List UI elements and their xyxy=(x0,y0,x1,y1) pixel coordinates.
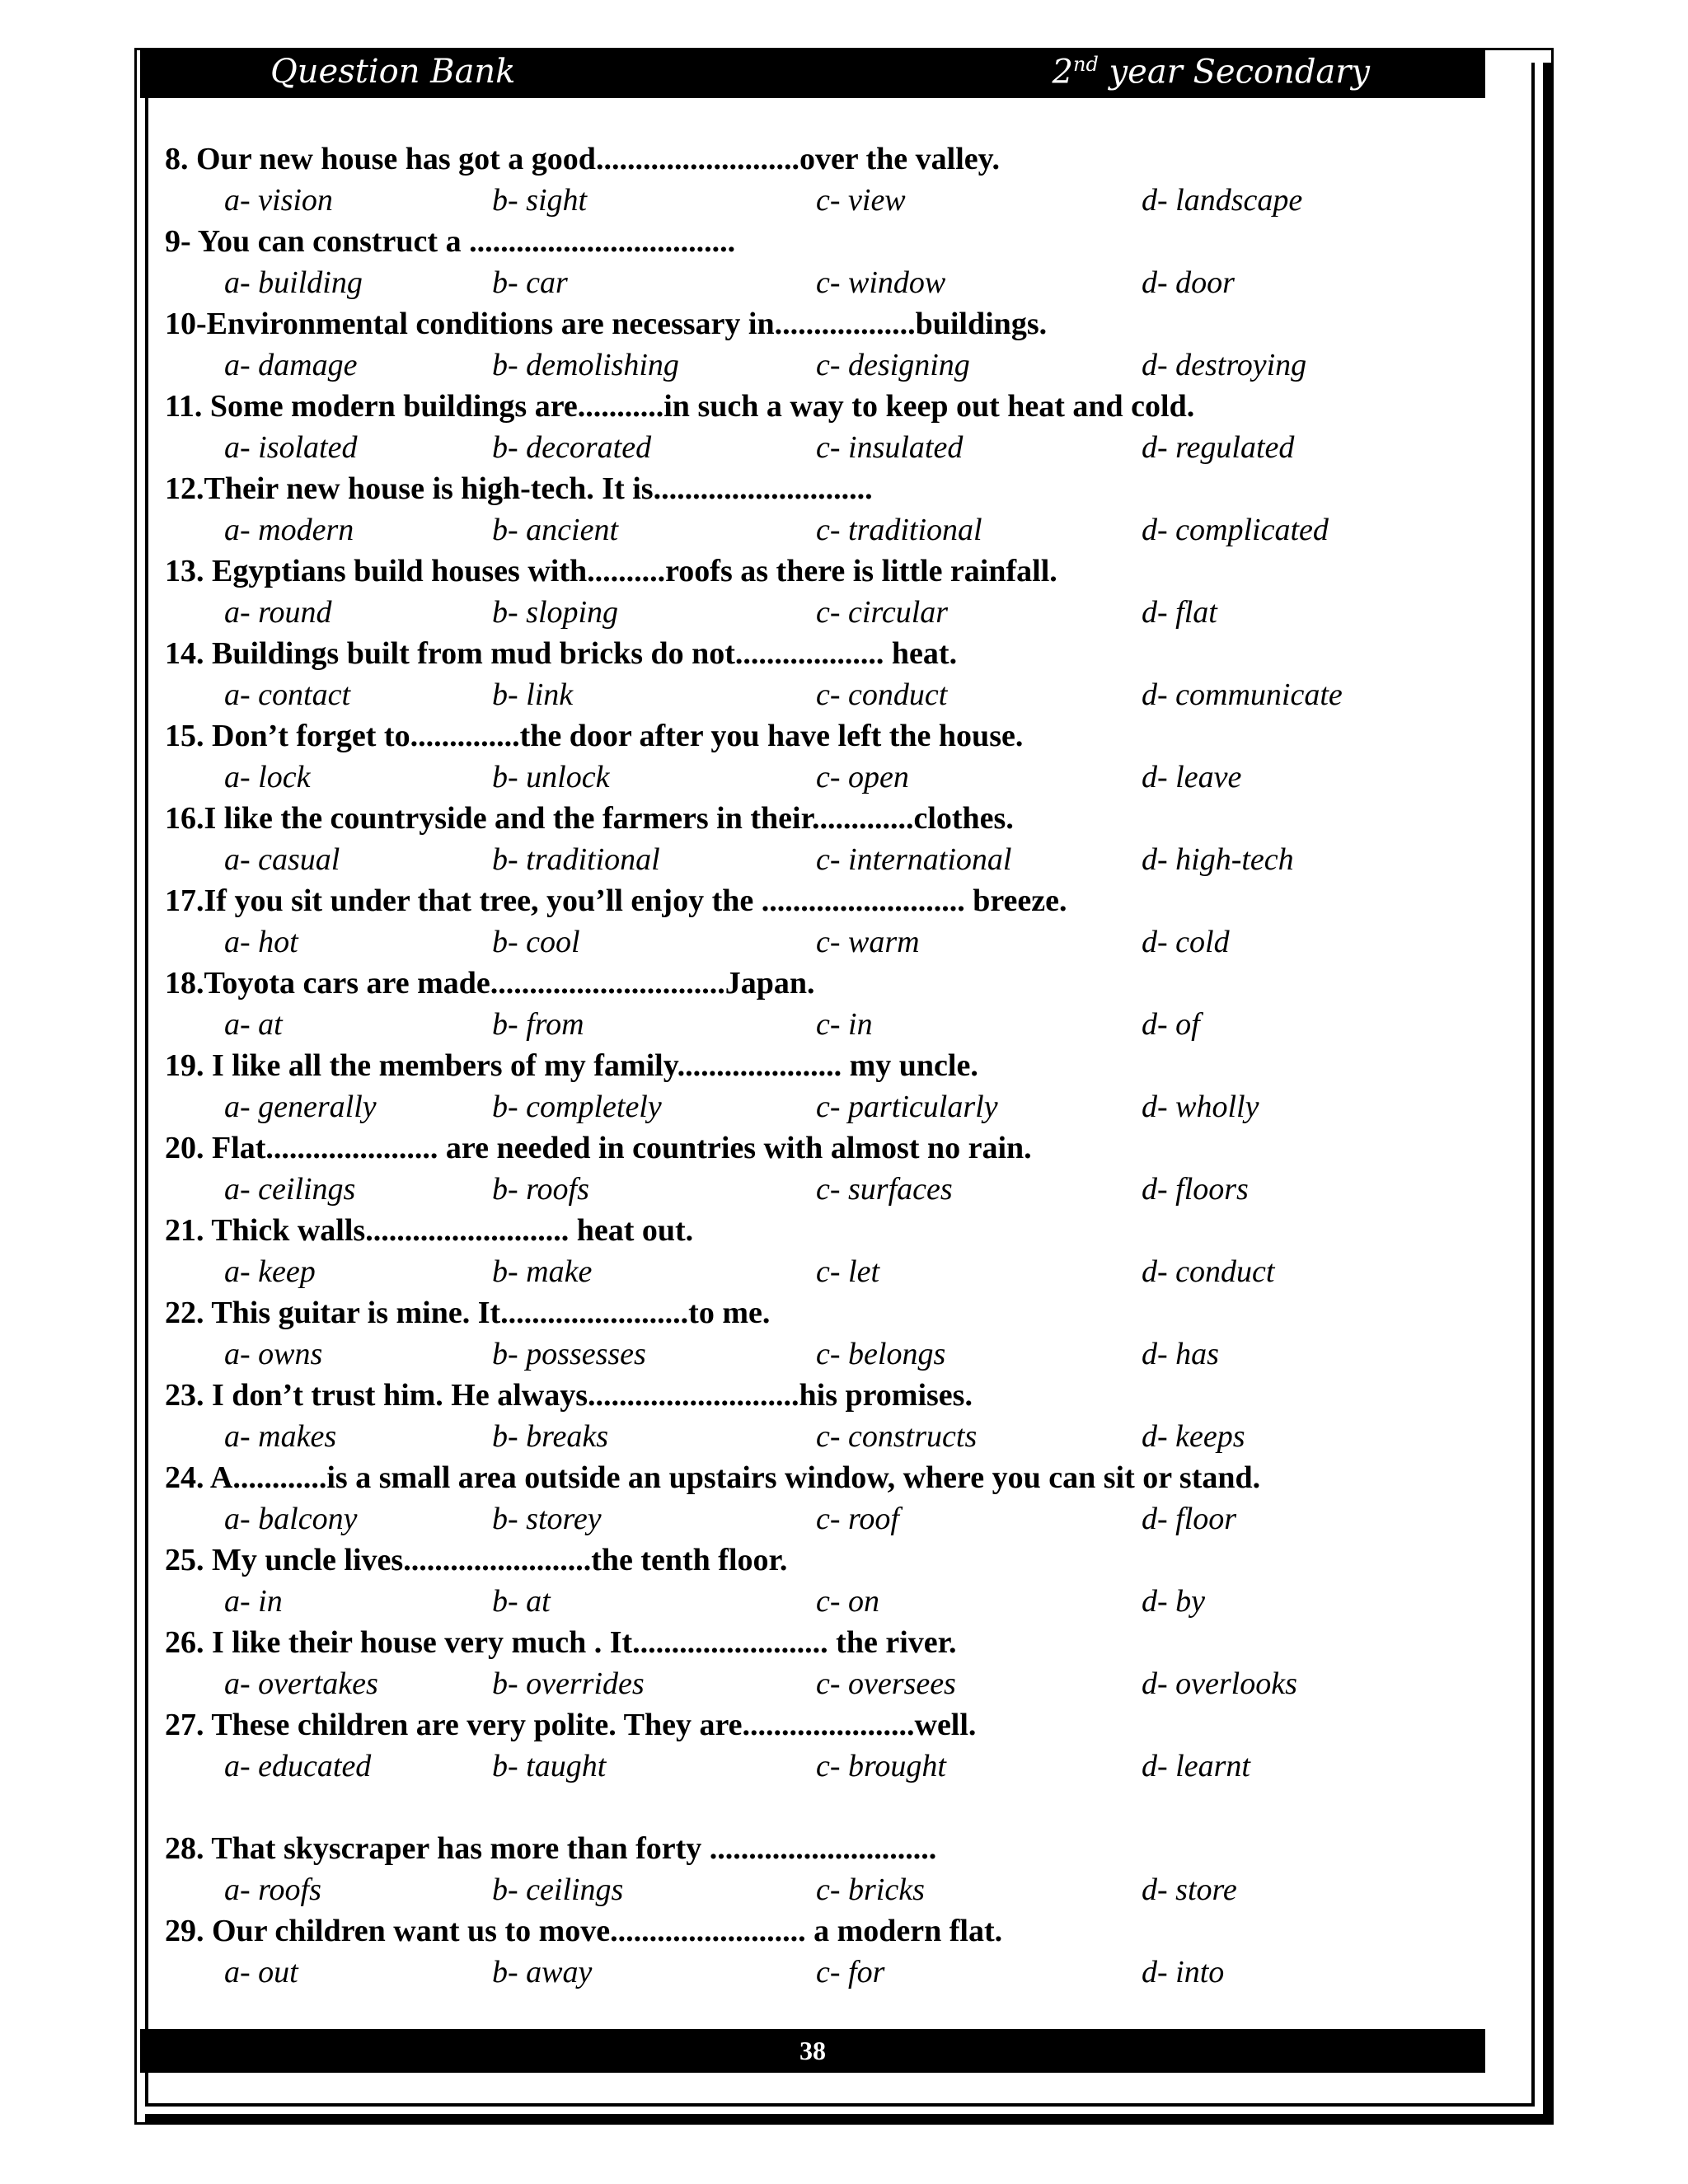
header-grade-suffix: nd xyxy=(1073,53,1099,76)
answer-options xyxy=(165,1169,1484,1210)
option-c: c- bricks xyxy=(816,1872,925,1907)
option-a: a- contact xyxy=(224,677,351,712)
option-d: d- conduct xyxy=(1142,1254,1275,1289)
answer-options xyxy=(165,262,1484,303)
option-a: a- makes xyxy=(224,1419,337,1454)
option-d: d- leave xyxy=(1142,760,1242,794)
option-d: d- floor xyxy=(1142,1502,1237,1536)
option-a: a- generally xyxy=(224,1090,377,1124)
option-b: b- roofs xyxy=(492,1172,589,1207)
question-text: 15. Don’t forget to..............the door after you have left the house. xyxy=(165,719,1024,753)
frame-shadow-right xyxy=(1543,63,1554,2125)
option-d: d- door xyxy=(1142,265,1235,300)
option-c: c- warm xyxy=(816,925,920,959)
answer-options xyxy=(165,1004,1484,1045)
option-d: d- high-tech xyxy=(1142,842,1294,877)
option-d: d- communicate xyxy=(1142,677,1343,712)
option-b: b- ancient xyxy=(492,513,619,547)
question-text: 16.I like the countryside and the farmers in their.............clothes. xyxy=(165,801,1014,836)
answer-options xyxy=(165,1498,1484,1540)
option-c: c- insulated xyxy=(816,430,964,465)
question-text: 24. A............is a small area outside an upstairs window, where you can sit or stand. xyxy=(165,1460,1261,1495)
answer-options xyxy=(165,1416,1484,1457)
option-d: d- keeps xyxy=(1142,1419,1245,1454)
option-b: b- traditional xyxy=(492,842,660,877)
question-text: 13. Egyptians build houses with..........roofs as there is little rainfall. xyxy=(165,554,1057,588)
frame-inner-right-line xyxy=(1531,63,1535,2107)
header-grade xyxy=(1053,53,1370,91)
question-text: 14. Buildings built from mud bricks do not................... heat. xyxy=(165,636,958,671)
answer-options xyxy=(165,674,1484,715)
option-c: c- traditional xyxy=(816,513,982,547)
question-text: 8. Our new house has got a good..........................over the valley. xyxy=(165,142,1001,176)
question-text: 10-Environmental conditions are necessary in..................buildings. xyxy=(165,307,1048,341)
option-b: b- make xyxy=(492,1254,593,1289)
option-d: d- store xyxy=(1142,1872,1237,1907)
option-b: b- breaks xyxy=(492,1419,609,1454)
option-d: d- landscape xyxy=(1142,183,1303,218)
option-d: d- regulated xyxy=(1142,430,1295,465)
option-d: d- wholly xyxy=(1142,1090,1259,1124)
option-d: d- flat xyxy=(1142,595,1217,630)
option-a: a- out xyxy=(224,1955,298,1990)
frame-inner-left-line xyxy=(145,63,148,2107)
option-d: d- complicated xyxy=(1142,513,1329,547)
option-b: b- away xyxy=(492,1955,593,1990)
option-c: c- view xyxy=(816,183,906,218)
frame-shadow-bottom xyxy=(145,2114,1554,2125)
option-a: a- educated xyxy=(224,1749,372,1783)
question-text: 12.Their new house is high-tech. It is............................ xyxy=(165,471,873,506)
answer-options xyxy=(165,427,1484,468)
answer-options xyxy=(165,180,1484,221)
option-a: a- roofs xyxy=(224,1872,321,1907)
option-a: a- lock xyxy=(224,760,311,794)
option-c: c- particularly xyxy=(816,1090,998,1124)
answer-options xyxy=(165,1086,1484,1127)
option-c: c- international xyxy=(816,842,1012,877)
option-b: b- ceilings xyxy=(492,1872,624,1907)
option-d: d- by xyxy=(1142,1584,1206,1619)
header-grade-ordinal: 2 xyxy=(1052,53,1073,91)
answer-options xyxy=(165,509,1484,551)
option-c: c- window xyxy=(816,265,946,300)
option-d: d- destroying xyxy=(1142,348,1307,382)
option-b: b- overrides xyxy=(492,1666,645,1701)
answer-options xyxy=(165,1952,1484,1993)
option-b: b- decorated xyxy=(492,430,652,465)
option-d: d- cold xyxy=(1142,925,1230,959)
question-text: 23. I don’t trust him. He always...........................his promises. xyxy=(165,1378,973,1413)
option-a: a- isolated xyxy=(224,430,358,465)
option-c: c- oversees xyxy=(816,1666,956,1701)
option-a: a- at xyxy=(224,1007,283,1042)
question-text: 11. Some modern buildings are...........in such a way to keep out heat and cold. xyxy=(165,389,1195,424)
question-list xyxy=(165,138,1484,1993)
option-b: b- possesses xyxy=(492,1337,646,1371)
option-c: c- roof xyxy=(816,1502,899,1536)
option-b: b- sight xyxy=(492,183,588,218)
option-a: a- building xyxy=(224,265,363,300)
option-c: c- let xyxy=(816,1254,880,1289)
answer-options xyxy=(165,757,1484,798)
answer-options xyxy=(165,1251,1484,1292)
option-d: d- into xyxy=(1142,1955,1225,1990)
option-c: c- surfaces xyxy=(816,1172,953,1207)
question-text: 20. Flat...................... are needed in countries with almost no rain. xyxy=(165,1131,1032,1165)
question-text: 17.If you sit under that tree, you’ll enjoy the .......................... breeze. xyxy=(165,883,1067,918)
footer-bar xyxy=(140,2029,1485,2073)
option-a: a- round xyxy=(224,595,332,630)
option-c: c- brought xyxy=(816,1749,946,1783)
option-c: c- in xyxy=(816,1007,873,1042)
option-b: b- cool xyxy=(492,925,580,959)
header-title: Question Bank xyxy=(270,53,516,91)
question-text: 29. Our children want us to move......................... a modern flat. xyxy=(165,1914,1003,1948)
option-b: b- unlock xyxy=(492,760,610,794)
option-c: c- belongs xyxy=(816,1337,946,1371)
answer-options xyxy=(165,921,1484,963)
question-text: 21. Thick walls.......................... heat out. xyxy=(165,1213,694,1248)
option-a: a- hot xyxy=(224,925,298,959)
option-d: d- has xyxy=(1142,1337,1219,1371)
question-text: 26. I like their house very much . It......................... the river. xyxy=(165,1625,957,1660)
question-text: 19. I like all the members of my family..................... my uncle. xyxy=(165,1048,978,1083)
page-number: 38 xyxy=(799,2036,826,2065)
option-b: b- at xyxy=(492,1584,551,1619)
option-b: b- storey xyxy=(492,1502,602,1536)
header-bar xyxy=(140,48,1485,98)
option-b: b- car xyxy=(492,265,568,300)
frame-inner-bottom-line xyxy=(145,2103,1535,2107)
option-c: c- on xyxy=(816,1584,880,1619)
option-c: c- for xyxy=(816,1955,885,1990)
option-a: a- vision xyxy=(224,183,333,218)
answer-options xyxy=(165,1333,1484,1375)
option-a: a- damage xyxy=(224,348,358,382)
option-a: a- casual xyxy=(224,842,340,877)
option-a: a- in xyxy=(224,1584,283,1619)
answer-options xyxy=(165,1746,1484,1787)
option-b: b- sloping xyxy=(492,595,619,630)
answer-options xyxy=(165,1581,1484,1622)
question-text: 25. My uncle lives........................the tenth floor. xyxy=(165,1543,788,1577)
section-spacer xyxy=(165,1787,1484,1828)
header-grade-rest: year Secondary xyxy=(1098,53,1370,91)
option-c: c- open xyxy=(816,760,909,794)
question-text: 18.Toyota cars are made..............................Japan. xyxy=(165,966,815,1001)
option-c: c- circular xyxy=(816,595,949,630)
option-d: d- of xyxy=(1142,1007,1200,1042)
option-c: c- constructs xyxy=(816,1419,978,1454)
option-a: a- modern xyxy=(224,513,354,547)
question-text: 22. This guitar is mine. It........................to me. xyxy=(165,1296,771,1330)
option-d: d- overlooks xyxy=(1142,1666,1297,1701)
option-b: b- link xyxy=(492,677,574,712)
answer-options xyxy=(165,1869,1484,1910)
option-b: b- completely xyxy=(492,1090,662,1124)
option-c: c- conduct xyxy=(816,677,948,712)
answer-options xyxy=(165,1663,1484,1704)
option-a: a- ceilings xyxy=(224,1172,356,1207)
answer-options xyxy=(165,839,1484,880)
option-a: a- owns xyxy=(224,1337,323,1371)
option-c: c- designing xyxy=(816,348,970,382)
option-b: b- taught xyxy=(492,1749,607,1783)
question-text: 9- You can construct a .................................. xyxy=(165,224,736,259)
option-b: b- demolishing xyxy=(492,348,679,382)
option-a: a- balcony xyxy=(224,1502,358,1536)
option-a: a- overtakes xyxy=(224,1666,378,1701)
question-text: 28. That skyscraper has more than forty ............................. xyxy=(165,1831,937,1866)
option-d: d- floors xyxy=(1142,1172,1249,1207)
answer-options xyxy=(165,592,1484,633)
answer-options xyxy=(165,344,1484,386)
question-text: 27. These children are very polite. They are......................well. xyxy=(165,1708,977,1742)
option-b: b- from xyxy=(492,1007,584,1042)
option-d: d- learnt xyxy=(1142,1749,1250,1783)
option-a: a- keep xyxy=(224,1254,316,1289)
